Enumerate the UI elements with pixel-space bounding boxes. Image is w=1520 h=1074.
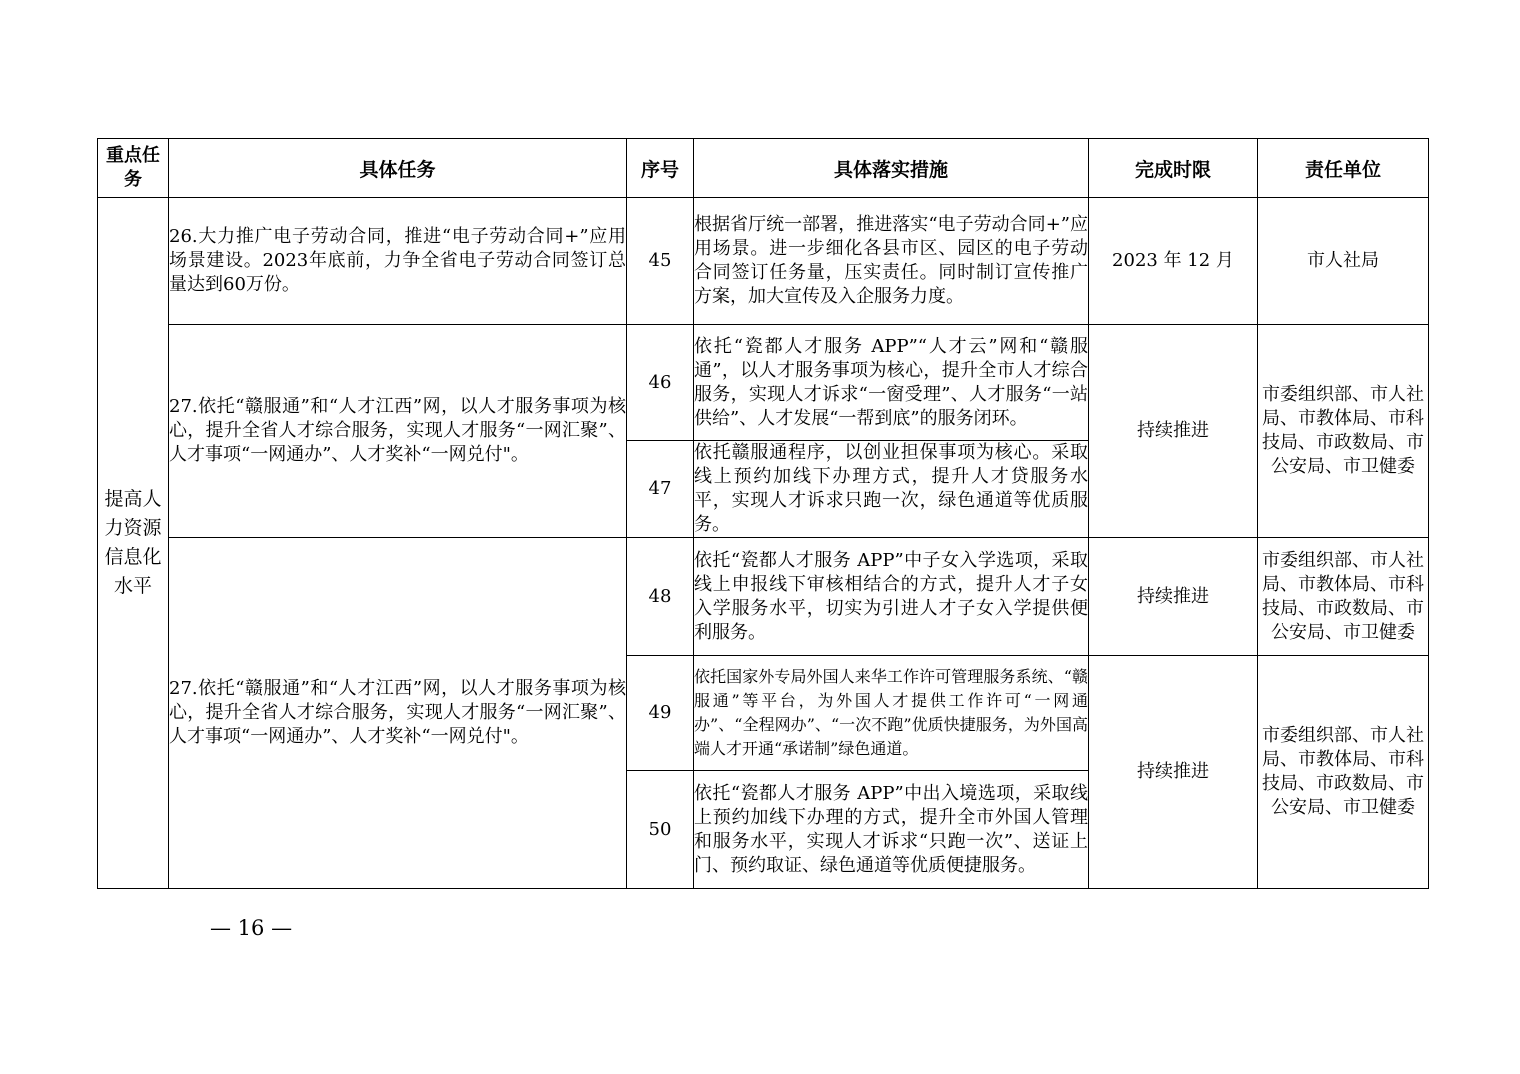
task-cell: 26.大力推广电子劳动合同，推进“电子劳动合同+”应用场景建设。2023年底前，力争全省电子劳动合同签订总量达到60万份。 <box>169 198 627 325</box>
deadline-cell: 持续推进 <box>1089 325 1258 538</box>
deadline-cell: 持续推进 <box>1089 656 1258 889</box>
measure-cell: 依托“瓷都人才服务 APP”中子女入学选项，采取线上申报线下审核相结合的方式，提升人才子女入学服务水平，切实为引进人才子女入学提供便利服务。 <box>694 538 1089 656</box>
num-cell: 50 <box>627 771 694 889</box>
table-row <box>98 198 1429 325</box>
task-cell: 27.依托“赣服通”和“人才江西”网，以人才服务事项为核心，提升全省人才综合服务，实现人才服务“一网汇聚”、人才事项“一网通办”、人才奖补“一网兑付"。 <box>169 538 627 889</box>
deadline-cell: 2023 年 12 月 <box>1089 198 1258 325</box>
header-measure: 具体落实措施 <box>694 139 1089 198</box>
page-number: — 16 — <box>210 916 293 940</box>
measure-cell: 依托国家外专局外国人来华工作许可管理服务系统、“赣服通”等平台，为外国人才提供工作许可“一网通办”、“全程网办”、“一次不跑”优质快捷服务，为外国高端人才开通“承诺制”绿色通道。 <box>694 656 1089 771</box>
measure-cell: 依托赣服通程序，以创业担保事项为核心。采取线上预约加线下办理方式，提升人才贷服务水平，实现人才诉求只跑一次，绿色通道等优质服务。 <box>694 441 1089 538</box>
header-num: 序号 <box>627 139 694 198</box>
num-cell: 46 <box>627 325 694 441</box>
measure-cell: 依托“瓷都人才服务 APP”中出入境选项，采取线上预约加线下办理的方式，提升全市外国人管理和服务水平，实现人才诉求“只跑一次”、送证上门、预约取证、绿色通道等优质便捷服务。 <box>694 771 1089 889</box>
num-cell: 49 <box>627 656 694 771</box>
header-task: 具体任务 <box>169 139 627 198</box>
num-cell: 45 <box>627 198 694 325</box>
unit-cell: 市人社局 <box>1258 198 1429 325</box>
deadline-cell: 持续推进 <box>1089 538 1258 656</box>
measure-cell: 根据省厅统一部署，推进落实“电子劳动合同+”应用场景。进一步细化各县市区、园区的电子劳动合同签订任务量，压实责任。同时制订宣传推广方案，加大宣传及入企服务力度。 <box>694 198 1089 325</box>
measure-cell: 依托“瓷都人才服务 APP”“人才云”网和“赣服通”，以人才服务事项为核心，提升全市人才综合服务，实现人才诉求“一窗受理”、人才服务“一站供给”、人才发展“一帮到底”的服务闭环。 <box>694 325 1089 441</box>
header-unit: 责任单位 <box>1258 139 1429 198</box>
unit-cell: 市委组织部、市人社局、市教体局、市科技局、市政数局、市公安局、市卫健委 <box>1258 538 1429 656</box>
table-row <box>98 325 1429 441</box>
unit-cell: 市委组织部、市人社局、市教体局、市科技局、市政数局、市公安局、市卫健委 <box>1258 325 1429 538</box>
task-table <box>97 138 1429 889</box>
unit-cell: 市委组织部、市人社局、市教体局、市科技局、市政数局、市公安局、市卫健委 <box>1258 656 1429 889</box>
header-row <box>98 139 1429 198</box>
header-focus-task: 重点任务 <box>98 139 169 198</box>
task-cell: 27.依托“赣服通”和“人才江西”网，以人才服务事项为核心，提升全省人才综合服务，实现人才服务“一网汇聚”、人才事项“一网通办”、人才奖补“一网兑付"。 <box>169 325 627 538</box>
num-cell: 48 <box>627 538 694 656</box>
num-cell: 47 <box>627 441 694 538</box>
header-deadline: 完成时限 <box>1089 139 1258 198</box>
focus-task-cell: 提高人力资源信息化水平 <box>98 198 169 889</box>
table-row <box>98 538 1429 656</box>
